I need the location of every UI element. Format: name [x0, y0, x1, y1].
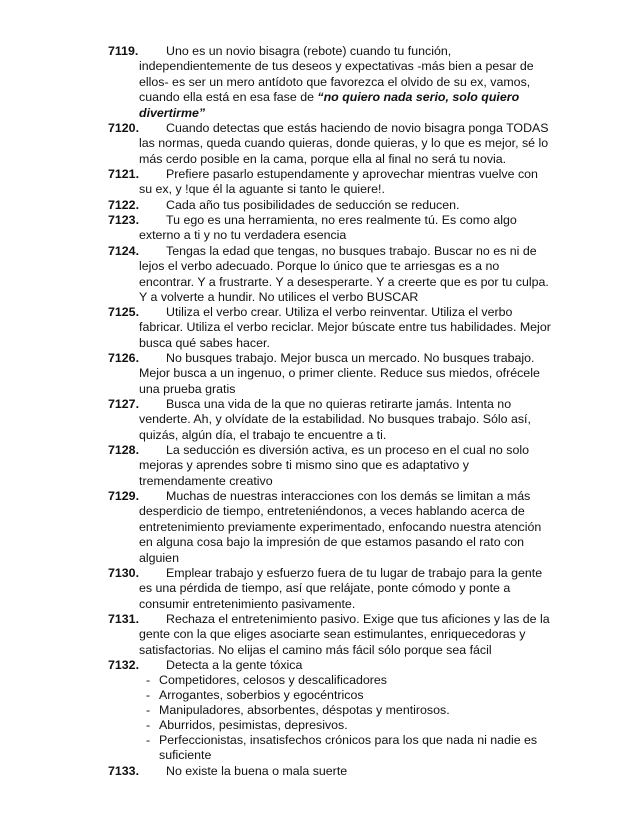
entry-line: una prueba gratis: [139, 381, 236, 396]
entry-quote-end: divertirme”: [139, 105, 206, 120]
list-dash: -: [146, 688, 151, 702]
entry-line: Uno es un novio bisagra (rebote) cuando tu función,: [166, 44, 452, 58]
entry-line: [108, 90, 548, 105]
entry-7130: [108, 566, 548, 612]
entry-7125: [108, 305, 551, 351]
entry-line: fabricar. Utiliza el verbo reciclar. Mejor búscate entre tus habilidades. Mejor: [139, 320, 551, 335]
entry-line: Cada año tus posibilidades de seducción se reducen.: [166, 198, 460, 212]
entry-line: Emplear trabajo y esfuerzo fuera de tu lugar de trabajo para la gente: [166, 566, 543, 580]
list-item-text: Perfeccionistas, insatisfechos crónicos para los que nada ni nadie es: [159, 733, 538, 747]
entry-line: mejoras y aprendes sobre ti mismo sino que es adaptativo y: [139, 458, 469, 473]
list-dash: -: [146, 703, 151, 717]
entry-number: 7124.: [108, 244, 140, 258]
entry-7119: [108, 44, 548, 121]
entry-line: No existe la buena o mala suerte: [166, 764, 348, 778]
entry-line: La seducción es diversión activa, es un proceso en el cual no solo: [166, 443, 529, 457]
entry-line: más cerdo posible en la cama, porque ella al final no será tu novia.: [139, 151, 507, 166]
entry-number: 7130.: [108, 566, 140, 580]
entry-7127: [108, 397, 548, 443]
entry-7129: [108, 489, 548, 566]
list-item-text: Competidores, celosos y descalificadores: [159, 673, 387, 687]
list-dash: -: [146, 733, 151, 747]
entry-number: 7129.: [108, 489, 140, 503]
list-item-text: Arrogantes, soberbios y egocéntricos: [159, 688, 364, 702]
entry-line: Tengas la edad que tengas, no busques trabajo. Buscar no es ni de: [166, 244, 537, 258]
entry-line: Busca una vida de la que no quieras retirarte jamás. Intenta no: [166, 397, 512, 411]
entry-line: externo a ti y no tu verdadera esencia: [139, 228, 347, 243]
entry-line: Detecta a la gente tóxica: [166, 658, 303, 672]
list-item: [146, 688, 364, 703]
list-item: [146, 733, 537, 764]
entry-7122: [108, 198, 548, 213]
entry-number: 7128.: [108, 443, 140, 457]
entry-line: quizás, algún día, el trabajo te encuentre a ti.: [139, 427, 387, 442]
entry-7123: [108, 213, 548, 244]
entry-line: gente con la que eliges asociarte sean estimulantes, enriquecedoras y: [139, 627, 526, 642]
entry-7128: [108, 443, 548, 489]
entry-7132: [108, 658, 548, 673]
entry-line: independientemente de tus deseos y expectativas -más bien a pesar de: [139, 59, 534, 74]
entry-line: lejos el verbo adecuado. Porque lo único que te arriesgas es a no: [139, 259, 500, 274]
entry-line: desperdicio de tiempo, entreteniéndonos, a veces hablando acerca de: [139, 504, 525, 519]
entry-line: venderte. Ah, y olvídate de la estabilidad. No busques trabajo. Sólo así,: [139, 412, 531, 427]
list-item-text: Manipuladores, absorbentes, déspotas y mentirosos.: [159, 703, 450, 717]
list-dash: -: [146, 673, 151, 687]
entry-line-text: cuando ella está en esa fase de: [139, 90, 318, 105]
entry-number: 7127.: [108, 397, 140, 411]
entry-number: 7119.: [108, 44, 139, 58]
entry-line: Muchas de nuestras interacciones con los demás se limitan a más: [166, 489, 531, 503]
entry-7131: [108, 612, 548, 658]
list-item: [146, 673, 387, 688]
list-item-text: suficiente: [159, 748, 212, 763]
entry-number: 7121.: [108, 167, 140, 181]
entry-7124: [108, 244, 548, 306]
entry-number: 7123.: [108, 213, 140, 227]
entry-line: alguien: [139, 550, 179, 565]
entry-number: 7126.: [108, 351, 140, 365]
list-item: [146, 718, 348, 733]
entry-7126: [108, 351, 548, 397]
entry-line: Tu ego es una herramienta, no eres realmente tú. Es como algo: [166, 213, 517, 227]
entry-line: las normas, queda cuando quieras, donde quieras, y lo que es mejor, sé lo: [139, 136, 549, 151]
entry-quote: “no quiero nada serio, solo quiero: [317, 90, 520, 105]
entry-line: Cuando detectas que estás haciendo de novio bisagra ponga TODAS: [166, 121, 549, 135]
entry-number: 7132.: [108, 658, 140, 672]
entry-line: Mejor busca a un ingenuo, o primer cliente. Reduce sus miedos, ofrécele: [139, 366, 540, 381]
entry-number: 7131.: [108, 612, 140, 626]
entry-7120: [108, 121, 548, 167]
entry-line: tremendamente creativo: [139, 473, 273, 488]
list-item-text: Aburridos, pesimistas, depresivos.: [159, 718, 348, 732]
list-dash: -: [146, 718, 151, 732]
entry-line: busca qué sabes hacer.: [139, 335, 270, 350]
entry-7133: [108, 764, 548, 779]
entry-line: Prefiere pasarlo estupendamente y aprovechar mientras vuelve con: [166, 167, 538, 181]
list-item: [146, 703, 450, 718]
entry-line: encontrar. Y a frustrarte. Y a desesperarte. Y a creerte que es por tu culpa.: [139, 274, 549, 289]
entry-line: Rechaza el entretenimiento pasivo. Exige que tus aficiones y las de la: [166, 612, 550, 626]
entry-line: entretenimiento previamente experimentado, enfocando nuestra atención: [139, 519, 542, 534]
entry-line: No busques trabajo. Mejor busca un mercado. No busques trabajo.: [166, 351, 535, 365]
entry-line: en alguna cosa bajo la impresión de que estamos pasando el rato con: [139, 535, 525, 550]
entry-line: consumir entretenimiento pasivamente.: [139, 596, 356, 611]
entry-line: satisfactorias. No elijas el camino más fácil sólo porque sea fácil: [139, 642, 492, 657]
entry-number: 7133.: [108, 764, 140, 778]
entry-line: es una pérdida de tiempo, así que relájate, ponte cómodo y ponte a: [139, 581, 511, 596]
entry-number: 7122.: [108, 198, 140, 212]
entry-line: Y a volverte a hundir. No utilices el verbo BUSCAR: [139, 290, 419, 305]
entry-number: 7125.: [108, 305, 140, 319]
entry-line: su ex, y !que él la aguante si tanto le quiere!.: [139, 182, 385, 197]
entry-7121: [108, 167, 548, 198]
entry-line: ellos- es ser un mero antídoto que favorezca el olvido de su ex, vamos,: [139, 74, 531, 89]
entry-line: Utiliza el verbo crear. Utiliza el verbo reinventar. Utiliza el verbo: [166, 305, 513, 319]
entry-number: 7120.: [108, 121, 140, 135]
